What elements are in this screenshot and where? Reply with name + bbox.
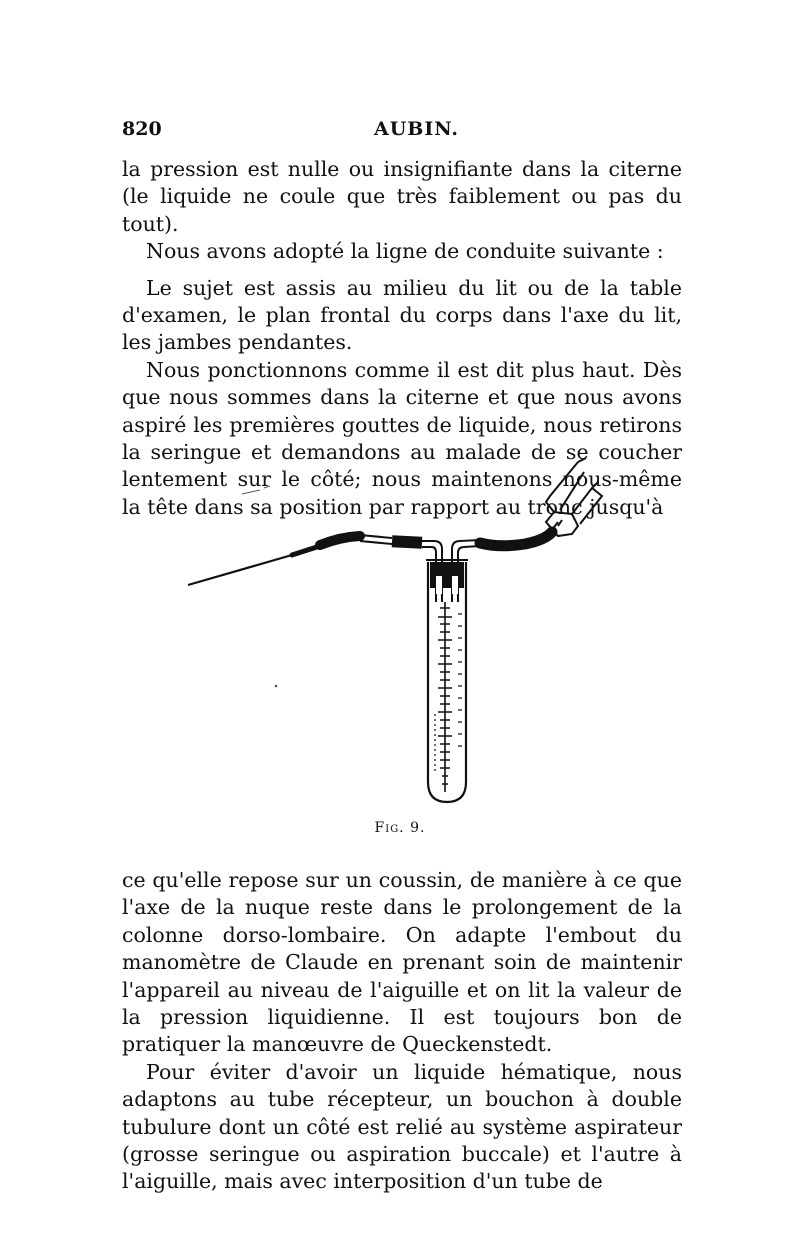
figure-caption: Fig. 9. [374,820,426,836]
paragraph: Le sujet est assis au milieu du lit ou de la table d'examen, le plan frontal du corps dans l'axe du lit, les jambes pendantes. [122,275,682,355]
paragraph: Pour éviter d'avoir un liquide hématique, nous adaptons au tube récepteur, un bouchon à double tubulure dont un côté est relié au système aspirateur (grosse seringue ou aspiration buccale) et l'autre à l'aiguille, mais avec interposition d'un tube de [122,1059,682,1194]
page-number: 820 [122,118,162,140]
paragraph: la pression est nulle ou insignifiante dans la citerne (le liquide ne coule que très faiblement ou pas du tout). [122,157,682,236]
text-block-bottom [122,867,682,1196]
figure-manometer-apparatus [180,452,620,812]
paragraph: ce qu'elle repose sur un coussin, de manière à ce que l'axe de la nuque reste dans le prolongement de la colonne dorso-lombaire. On adapte l'embout du manomètre de Claude en prenant soin de maintenir l'appareil au niveau de l'aiguille et on lit la valeur de la pression liquidienne. Il est toujours bon de pratiquer la manœuvre de Queckenstedt. [122,868,682,1057]
right-rubber-tube [480,532,552,546]
manometer-tube [428,562,466,802]
apparatus-drawing [180,452,620,812]
running-head [122,118,682,148]
paragraph: Nous ponctionnons comme il est dit plus haut. Dès que nous sommes dans la citerne et que nous avons aspiré les premières gouttes de liquide, nous retirons la seringue et demandons au malade de se coucher lentement sur le côté; nous maintenons nous-même la tête dans sa position par rapport au tronc jusqu'à [122,357,682,519]
needle [188,555,292,585]
stopper [430,562,464,588]
left-rubber-tube [320,536,360,545]
paragraph: Nous avons adopté la ligne de conduite suivante : [146,239,664,264]
running-title: AUBIN. [374,118,460,140]
